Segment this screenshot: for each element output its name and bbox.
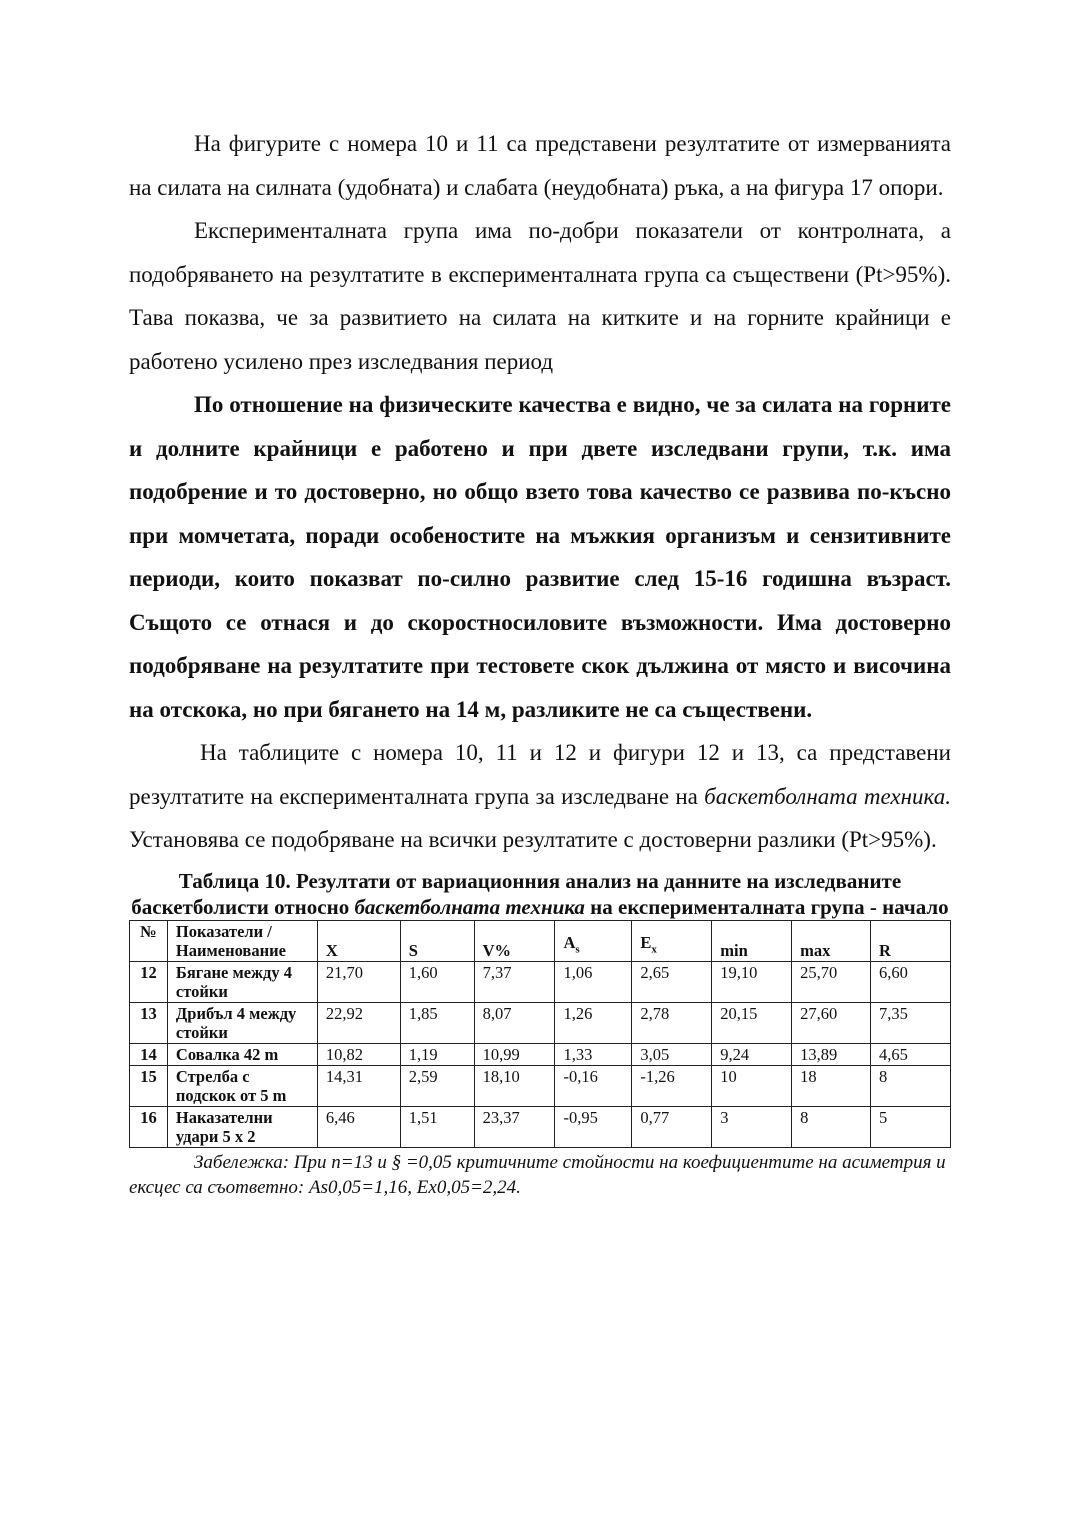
cell-r: 5 — [871, 1106, 951, 1147]
header-r: R — [871, 920, 951, 961]
table-header-row — [130, 920, 951, 961]
cell-x: 10,82 — [317, 1043, 400, 1065]
header-ex-main: E — [640, 933, 652, 953]
cell-r: 8 — [871, 1065, 951, 1106]
cell-num: 13 — [130, 1002, 168, 1043]
cell-as: 1,06 — [555, 961, 632, 1002]
cell-x: 14,31 — [317, 1065, 400, 1106]
cell-s: 1,51 — [400, 1106, 474, 1147]
header-ex — [632, 920, 712, 961]
cell-as: 1,33 — [555, 1043, 632, 1065]
cell-name: Совалка 42 m — [167, 1043, 317, 1065]
cell-v: 23,37 — [474, 1106, 555, 1147]
cell-num: 14 — [130, 1043, 168, 1065]
header-s: S — [400, 920, 474, 961]
cell-num: 12 — [130, 961, 168, 1002]
caption-text: Таблица 10. Резултати от вариационния анализ на данните на изследваните баскетболисти относно — [131, 868, 902, 919]
cell-s: 1,60 — [400, 961, 474, 1002]
cell-max: 25,70 — [792, 961, 871, 1002]
cell-as: -0,95 — [555, 1106, 632, 1147]
cell-v: 18,10 — [474, 1065, 555, 1106]
cell-x: 22,92 — [317, 1002, 400, 1043]
cell-min: 20,15 — [712, 1002, 792, 1043]
paragraph-4 — [129, 731, 951, 862]
paragraph-2: Експерименталната група има по-добри показатели от контролната, а подобряването на резултатите в експерименталната група са съществени (Pt>95%). Тава показва, че за развитието на силата на китките и на горните крайници е работено усилено през изследвания период — [129, 218, 951, 374]
caption-italic: баскетболната техника — [354, 894, 585, 919]
table-row — [130, 1106, 951, 1147]
cell-x: 6,46 — [317, 1106, 400, 1147]
header-as-sub: s — [575, 943, 580, 956]
header-name-line1: Показатели / — [175, 921, 272, 941]
header-v: V% — [474, 920, 555, 961]
table-note: Забележка: При n=13 и § =0,05 критичните стойности на коефициентите на асиметрия и ексцес са съответно: As0,05=1,16, Ex0,05=2,24. — [129, 1151, 946, 1198]
cell-num: 16 — [130, 1106, 168, 1147]
cell-r: 4,65 — [871, 1043, 951, 1065]
cell-as: 1,26 — [555, 1002, 632, 1043]
caption-text-end: на експерименталната група - начало — [584, 894, 949, 919]
table-caption — [129, 868, 951, 920]
cell-r: 6,60 — [871, 961, 951, 1002]
cell-max: 13,89 — [792, 1043, 871, 1065]
document-page — [129, 122, 951, 1200]
cell-ex: 2,65 — [632, 961, 712, 1002]
cell-s: 1,85 — [400, 1002, 474, 1043]
header-name — [167, 920, 317, 961]
table-row — [130, 961, 951, 1002]
cell-r: 7,35 — [871, 1002, 951, 1043]
cell-min: 3 — [712, 1106, 792, 1147]
cell-max: 8 — [792, 1106, 871, 1147]
paragraph-1: На фигурите с номера 10 и 11 са представени резултатите от измерванията на силата на силната (удобната) и слабата (неудобната) ръка, а на фигура 17 опори. — [129, 131, 951, 200]
cell-max: 18 — [792, 1065, 871, 1106]
cell-ex: -1,26 — [632, 1065, 712, 1106]
header-ex-sub: x — [651, 943, 657, 956]
cell-name: Наказателни удари 5 х 2 — [167, 1106, 317, 1147]
paragraph-3-bold: По отношение на физическите качества е видно, че за силата на горните и долните крайници е работено и при двете изследвани групи, т.к. има подобрение и то достоверно, но общо взето това качество се развива по-късно при момчетата, поради особеностите на мъжкия организъм и сензитивните периоди, които показват по-силно развитие след 15-16 годишна възраст. Същото се отнася и до скоростносиловите възможности. Има достоверно подобряване на резултатите при тестовете скок дължина от място и височина на отскока, но при бягането на 14 м, разликите не са съществени. — [129, 392, 951, 722]
table-row — [130, 1065, 951, 1106]
cell-max: 27,60 — [792, 1002, 871, 1043]
cell-v: 7,37 — [474, 961, 555, 1002]
results-table — [129, 920, 951, 1148]
paragraph-4-text-end: Установява се подобряване на всички резултатите с достоверни разлики (Pt>95%). — [129, 827, 937, 852]
cell-ex: 2,78 — [632, 1002, 712, 1043]
paragraph-4-text: На таблиците с номера 10, 11 и 12 и фигури 12 и 13, са представени резултатите на експерименталната група за изследване на — [129, 740, 951, 809]
cell-v: 10,99 — [474, 1043, 555, 1065]
cell-s: 2,59 — [400, 1065, 474, 1106]
cell-ex: 0,77 — [632, 1106, 712, 1147]
header-name-line2: Наименование — [175, 940, 286, 960]
cell-num: 15 — [130, 1065, 168, 1106]
paragraph-4-italic: баскетболната техника. — [704, 783, 951, 809]
cell-x: 21,70 — [317, 961, 400, 1002]
table-row — [130, 1002, 951, 1043]
cell-min: 10 — [712, 1065, 792, 1106]
cell-s: 1,19 — [400, 1043, 474, 1065]
cell-name: Стрелба с подскок от 5 m — [167, 1065, 317, 1106]
cell-name: Бягане между 4 стойки — [167, 961, 317, 1002]
cell-name: Дрибъл 4 между стойки — [167, 1002, 317, 1043]
cell-min: 9,24 — [712, 1043, 792, 1065]
cell-min: 19,10 — [712, 961, 792, 1002]
header-as-main: A — [563, 933, 576, 953]
header-as — [555, 920, 632, 961]
header-num: № — [130, 920, 168, 961]
header-max: max — [792, 920, 871, 961]
header-min: min — [712, 920, 792, 961]
header-x: X — [317, 920, 400, 961]
table-row — [130, 1043, 951, 1065]
cell-as: -0,16 — [555, 1065, 632, 1106]
cell-v: 8,07 — [474, 1002, 555, 1043]
cell-ex: 3,05 — [632, 1043, 712, 1065]
